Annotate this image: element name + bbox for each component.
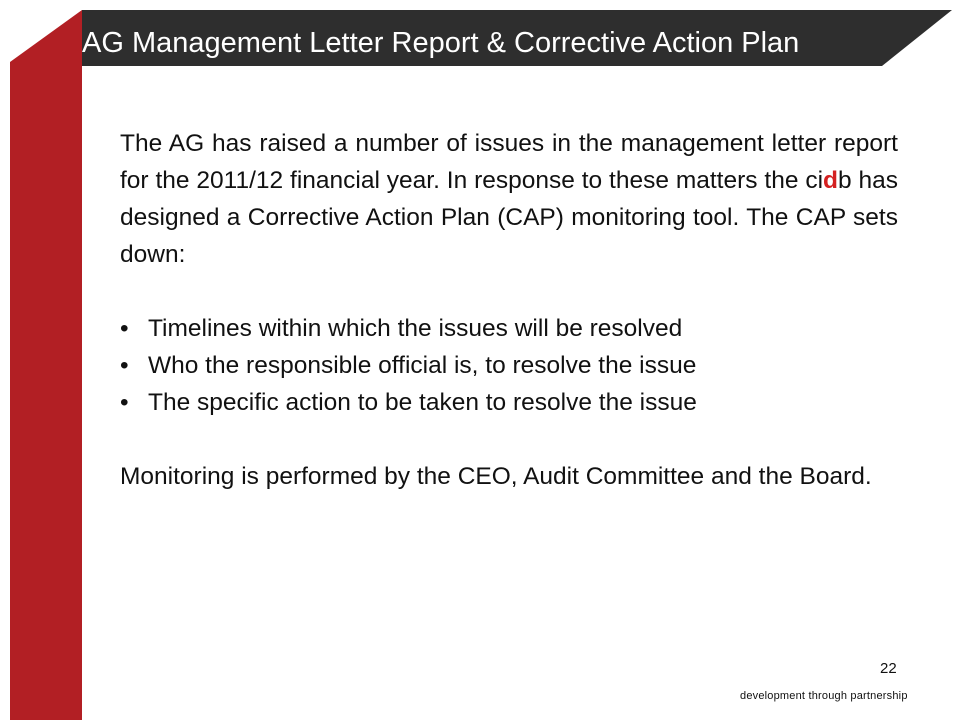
bullet-dot: • <box>120 389 129 416</box>
bullet-dot: • <box>120 352 129 379</box>
intro-text-part1: The AG has raised a number of issues in the management letter report for the 2011/12 financial year. In response to these matters the ci <box>120 130 898 194</box>
left-red-band <box>0 0 90 720</box>
bullet-text: The specific action to be taken to resolve the issue <box>148 389 697 416</box>
slide-body <box>120 125 898 495</box>
closing-paragraph: Monitoring is performed by the CEO, Audit Committee and the Board. <box>120 463 872 490</box>
bullet-text: Who the responsible official is, to resolve the issue <box>148 352 697 379</box>
bullet-dot: • <box>120 315 129 342</box>
list-item <box>120 384 898 421</box>
title-bar <box>0 10 960 66</box>
page-number: 22 <box>880 660 897 677</box>
slide-title: AG Management Letter Report & Corrective Action Plan <box>82 27 800 59</box>
intro-paragraph <box>120 125 898 273</box>
bullet-text: Timelines within which the issues will be resolved <box>148 315 683 342</box>
list-item <box>120 310 898 347</box>
footer-tagline: development through partnership <box>740 690 908 702</box>
intro-text-part2: b has designed a Corrective Action Plan (CAP) monitoring tool. The CAP sets down: <box>120 167 899 268</box>
list-item <box>120 347 898 384</box>
cidb-accent-letter: d <box>823 167 838 194</box>
bullet-list <box>120 310 898 421</box>
